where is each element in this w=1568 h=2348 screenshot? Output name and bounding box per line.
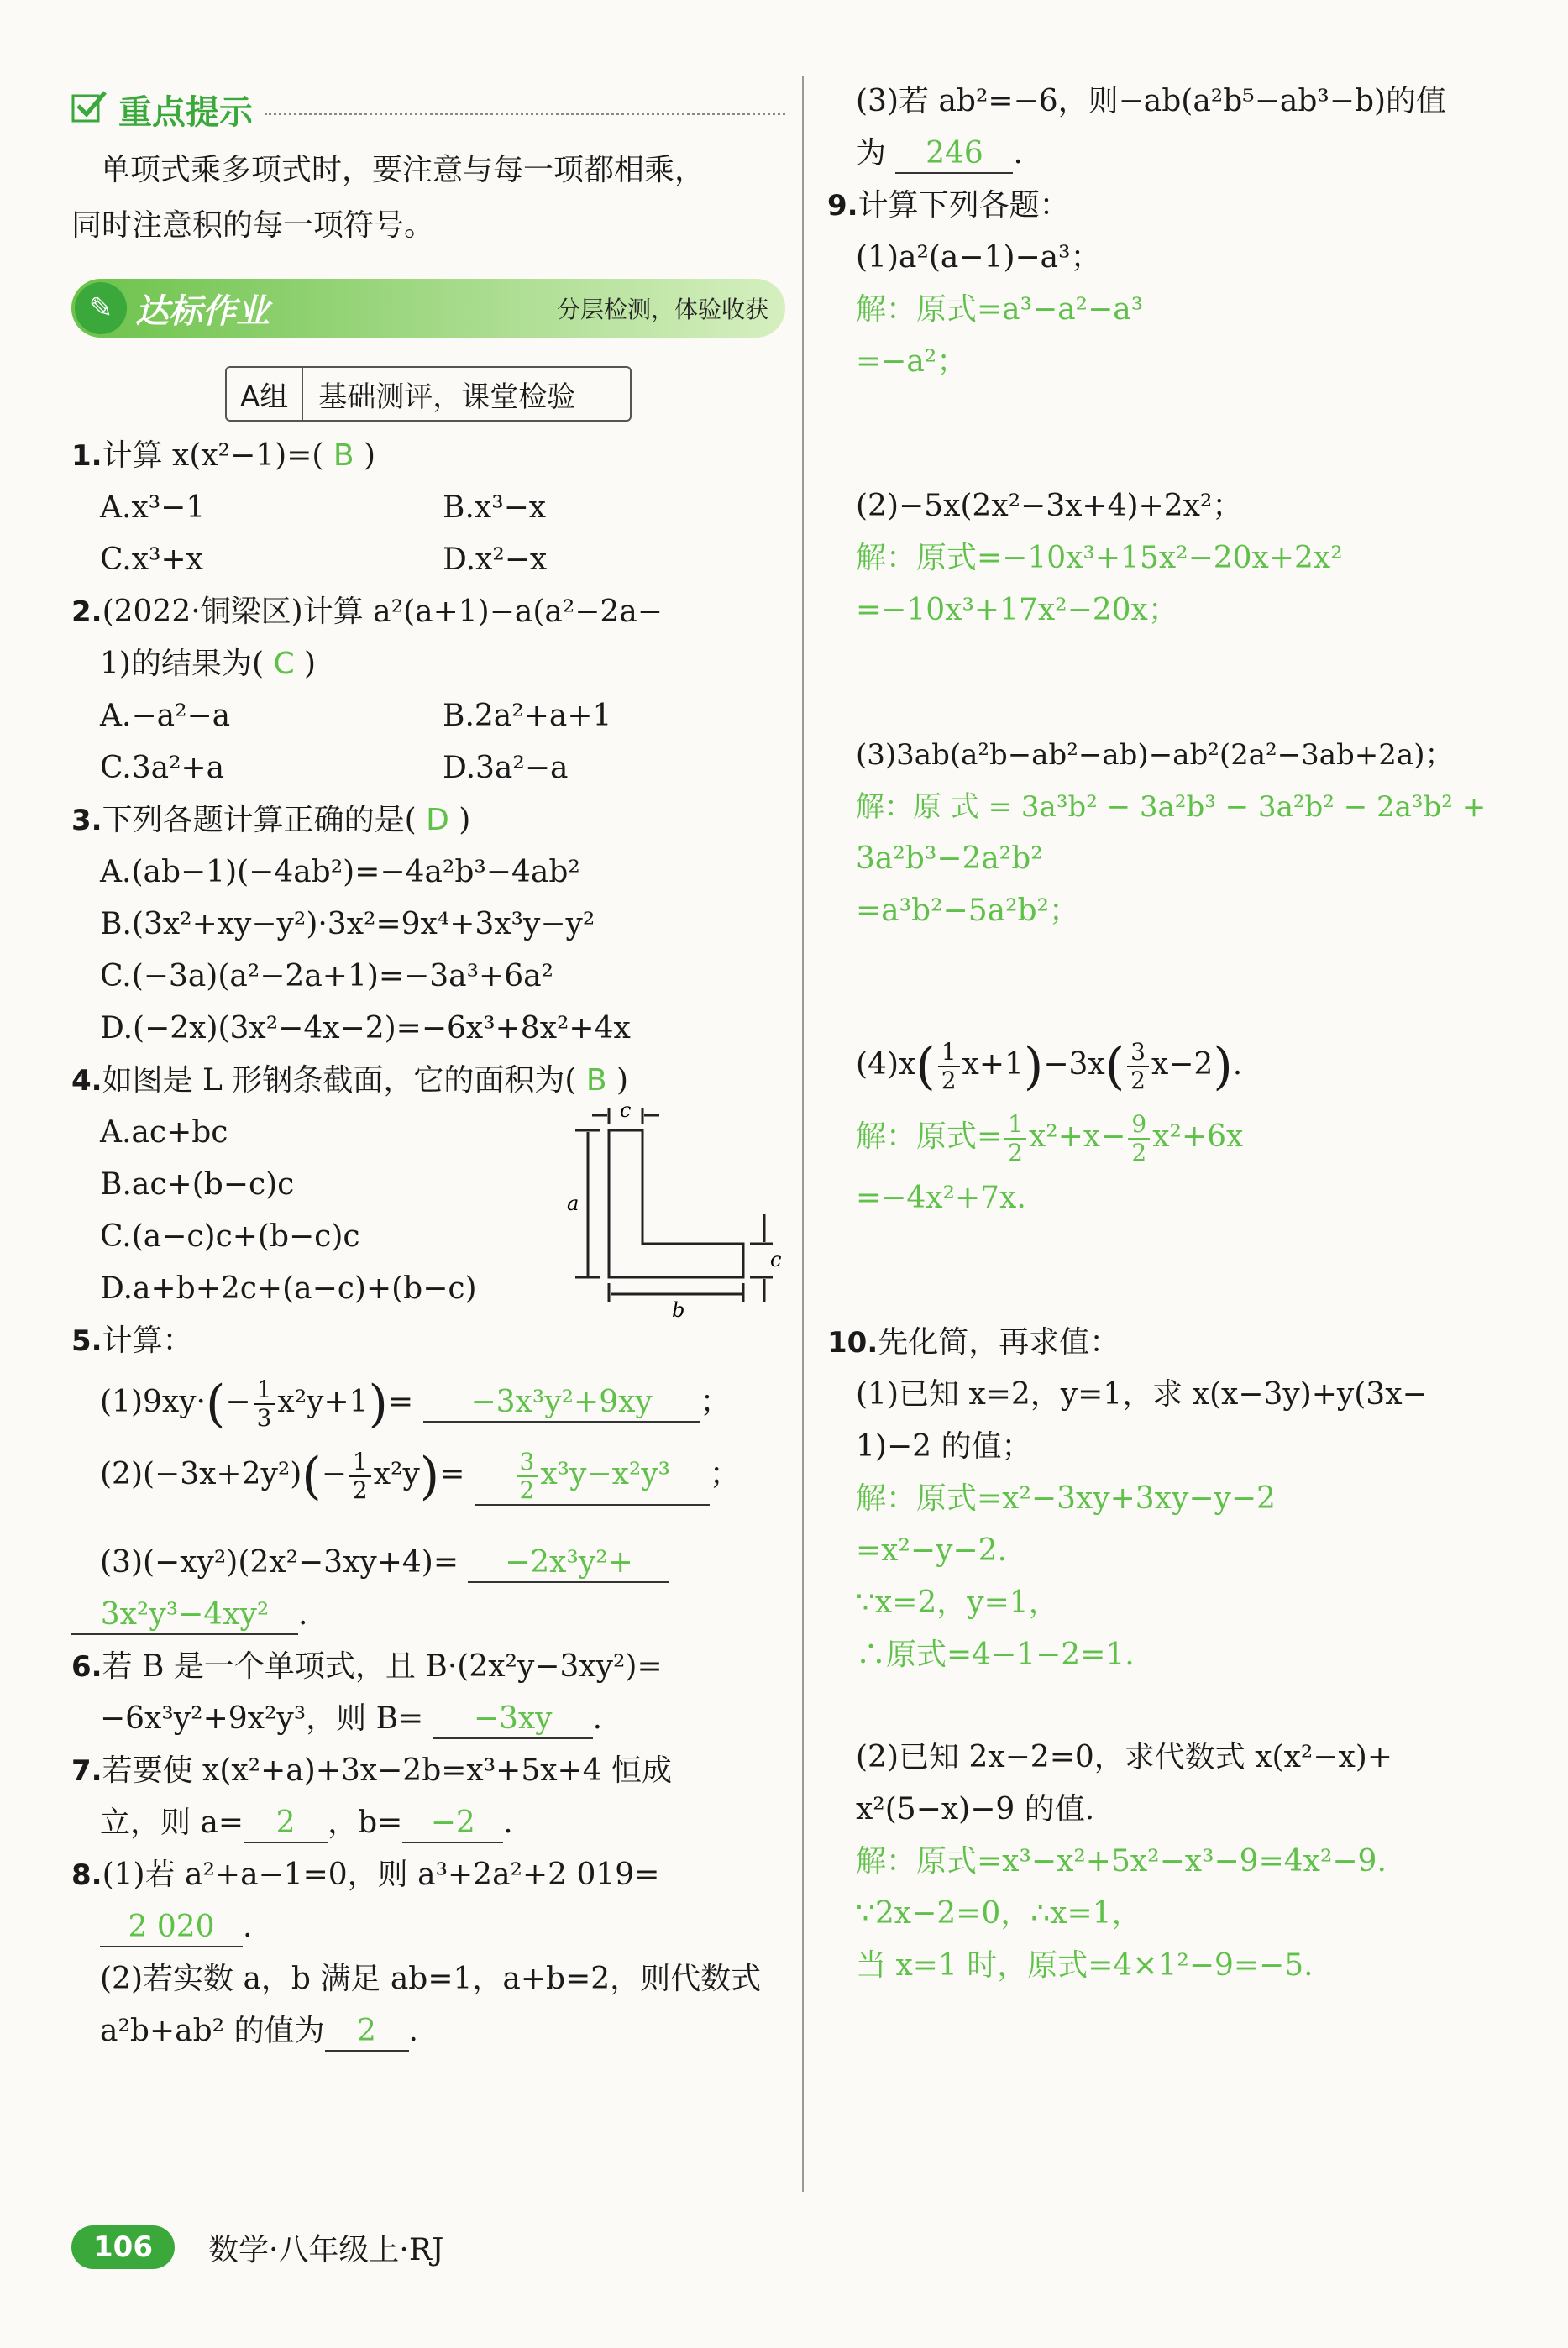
- fig-label-c-right: c: [770, 1248, 782, 1271]
- question-8-part-3: (3)若 ab²=−6，则−ab(a²b⁵−ab³−b)的值: [856, 84, 1447, 118]
- question-2-options-cd: C.3a²+a D.3a²−a: [100, 751, 569, 785]
- answer-8-3: 246: [895, 135, 1013, 174]
- tip-line-2: 同时注意积的每一项符号。: [71, 208, 435, 243]
- question-2-options-ab: A.−a²−a B.2a²+a+1: [100, 699, 612, 733]
- question-4-option-c: C.(a−c)c+(b−c)c: [100, 1219, 360, 1254]
- question-7-line-2: 立，则 a= 2 ，b= −2 .: [71, 1797, 785, 1849]
- solution-9-1-step-1: 解：原式=a³−a²−a³: [856, 292, 1144, 327]
- question-3-option-a: A.(ab−1)(−4ab²)=−4a²b³−4ab²: [100, 855, 580, 889]
- solution-9-1-step-2: =−a²；: [856, 344, 968, 379]
- group-header: [225, 366, 632, 422]
- solution-10-2-step-3: 当 x=1 时，原式=4×1²−9=−5.: [856, 1948, 1314, 1983]
- dotted-rule: [265, 113, 785, 115]
- question-10-part-2-cont: x²(5−x)−9 的值.: [856, 1792, 1095, 1827]
- question-3-option-c: C.(−3a)(a²−2a+1)=−3a³+6a²: [100, 959, 553, 993]
- question-9-part-3: (3)3ab(a²b−ab²−ab)−ab²(2a²−3ab+2a)；: [856, 738, 1454, 772]
- solution-9-3-step-3: =a³b²−5a²b²；: [856, 894, 1079, 928]
- solution-10-2-step-1: 解：原式=x³−x²+5x²−x³−9=4x²−9.: [856, 1844, 1387, 1879]
- answer-1: B: [333, 438, 354, 473]
- tip-title: 重点提示: [118, 92, 253, 132]
- question-5-part-2: (2)(−3x+2y²)(− $\frac{1}{2}$ x²y)= $\frac{3}{2}$ x³y−x²y³ ；: [100, 1447, 740, 1506]
- solution-9-4-step-1: 解：原式= $\frac{1}{2}$ x²+x− $\frac{9}{2}$ x²+6x: [856, 1110, 1244, 1166]
- banner-title: 达标作业: [135, 291, 270, 331]
- page-footer: [71, 2225, 443, 2269]
- question-6-line-2: −6x³y²+9x²y³，则 B= −3xy .: [71, 1693, 785, 1745]
- tip-header: [71, 76, 785, 143]
- question-4: [71, 1055, 785, 1322]
- question-5-part-3-cont: 3x²y³−4xy² .: [71, 1589, 785, 1641]
- solution-9-2-step-1: 解：原式=−10x³+15x²−20x+2x²: [856, 541, 1343, 575]
- homework-banner: [71, 279, 785, 338]
- solution-9-3-step-2: 3a²b³−2a²b²: [856, 841, 1043, 876]
- question-10-part-1: (1)已知 x=2，y=1，求 x(x−3y)+y(3x−: [856, 1377, 1428, 1412]
- question-8-part-2-cont: a²b+ab² 的值为 2 .: [71, 2005, 785, 2057]
- question-5-part-3: (3)(−xy²)(2x²−3xy+4)= −2x³y²+: [71, 1537, 785, 1589]
- question-10-stem: 10.先化简，再求值：: [827, 1325, 1120, 1360]
- solution-10-1-step-2: =x²−y−2.: [856, 1533, 1007, 1568]
- question-2-stem-2: 1)的结果为( C ): [100, 647, 317, 681]
- question-10-part-1-cont: 1)−2 的值；: [856, 1429, 1032, 1464]
- fig-label-b: b: [672, 1298, 685, 1322]
- answer-5-1: −3x³y²+9xy: [423, 1384, 700, 1423]
- question-3-option-b: B.(3x²+xy−y²)·3x²=9x⁴+3x³y−y²: [100, 907, 595, 941]
- solution-10-1-step-1: 解：原式=x²−3xy+3xy−y−2: [856, 1481, 1276, 1516]
- column-divider: [802, 76, 804, 2192]
- solution-10-1-step-4: ∴原式=4−1−2=1.: [856, 1638, 1135, 1672]
- answer-4: B: [585, 1063, 607, 1098]
- solution-9-4-step-2: =−4x²+7x.: [856, 1181, 1026, 1215]
- question-8-part-1: 8.(1)若 a²+a−1=0，则 a³+2a²+2 019=: [71, 1858, 660, 1892]
- question-10-part-2: (2)已知 2x−2=0，求代数式 x(x²−x)+: [856, 1740, 1392, 1774]
- question-4-stem: 4.如图是 L 形钢条截面，它的面积为( B ): [71, 1063, 629, 1098]
- question-4-option-a: A.ac+bc: [100, 1115, 228, 1150]
- right-column: [827, 76, 1558, 1992]
- group-title: 基础测评，课堂检验: [318, 380, 576, 414]
- solution-9-3-step-1: 解：原 式 = 3a³b² − 3a²b³ − 3a²b² − 2a³b² +: [856, 790, 1487, 824]
- question-4-option-d: D.a+b+2c+(a−c)+(b−c): [100, 1271, 477, 1306]
- question-8-part-1-answer: 2 020 .: [71, 1901, 785, 1953]
- question-9-part-4: (4)x( $\frac{1}{2}$ x+1)−3x( $\frac{3}{2}$ x−2).: [856, 1037, 1243, 1096]
- l-shape-figure: [559, 1097, 785, 1340]
- checkmark-icon: [71, 89, 108, 130]
- answer-7-b: −2: [402, 1805, 503, 1843]
- group-label: A组: [227, 368, 303, 420]
- question-5-part-1: (1)9xy·(− $\frac{1}{3}$ x²y+1)= −3x³y²+9xy ；: [100, 1375, 731, 1433]
- tip-line-1: 单项式乘多项式时，要注意与每一项都相乘，: [100, 153, 705, 187]
- fig-label-c-top: c: [620, 1098, 632, 1122]
- answer-8-1: 2 020: [100, 1909, 243, 1947]
- question-8-part-3-cont: 为 246 .: [827, 128, 1558, 180]
- question-9-part-2: (2)−5x(2x²−3x+4)+2x²；: [856, 489, 1243, 523]
- fig-label-a: a: [567, 1192, 579, 1215]
- answer-5-3b: 3x²y³−4xy²: [71, 1596, 298, 1635]
- answer-5-3a: −2x³y²+: [468, 1544, 669, 1583]
- question-7-line-1: 7.若要使 x(x²+a)+3x−2b=x³+5x+4 恒成: [71, 1753, 673, 1788]
- question-4-option-b: B.ac+(b−c)c: [100, 1167, 295, 1202]
- question-9-part-1: (1)a²(a−1)−a³；: [856, 240, 1101, 275]
- question-3-option-d: D.(−2x)(3x²−4x−2)=−6x³+8x²+4x: [100, 1011, 631, 1046]
- answer-5-2: $\frac{3}{2}$ x³y−x²y³: [475, 1449, 710, 1506]
- question-6-line-1: 6.若 B 是一个单项式，且 B·(2x²y−3xy²)=: [71, 1649, 663, 1684]
- question-5-stem: 5.计算：: [71, 1323, 193, 1358]
- solution-10-1-step-3: ∵x=2，y=1，: [856, 1585, 1059, 1620]
- question-2-stem: 2.(2022·铜梁区)计算 a²(a+1)−a(a²−2a−: [71, 595, 663, 629]
- question-8-part-2: (2)若实数 a，b 满足 ab=1，a+b=2，则代数式: [100, 1962, 762, 1996]
- answer-6: −3xy: [433, 1701, 593, 1739]
- footer-text: 数学·八年级上·RJ: [207, 2232, 444, 2267]
- answer-8-2: 2: [325, 2013, 409, 2052]
- banner-subtitle: 分层检测，体验收获: [556, 296, 768, 323]
- question-1-stem: 1.计算 x(x²−1)=( B ): [71, 438, 376, 473]
- page-number: 106: [71, 2225, 175, 2269]
- question-1-options-ab: A.x³−1 B.x³−x: [100, 490, 547, 525]
- answer-7-a: 2: [244, 1805, 328, 1843]
- left-column: [71, 76, 785, 2057]
- question-3-stem: 3.下列各题计算正确的是( D ): [71, 803, 471, 837]
- answer-2: C: [273, 647, 295, 681]
- question-1-options-cd: C.x³+x D.x²−x: [100, 542, 548, 577]
- solution-10-2-step-2: ∵2x−2=0，∴x=1，: [856, 1896, 1142, 1931]
- pencil-icon: ✎: [75, 282, 127, 334]
- answer-3: D: [426, 803, 449, 837]
- question-9-stem: 9.计算下列各题：: [827, 188, 1070, 223]
- solution-9-2-step-2: =−10x³+17x²−20x；: [856, 593, 1178, 627]
